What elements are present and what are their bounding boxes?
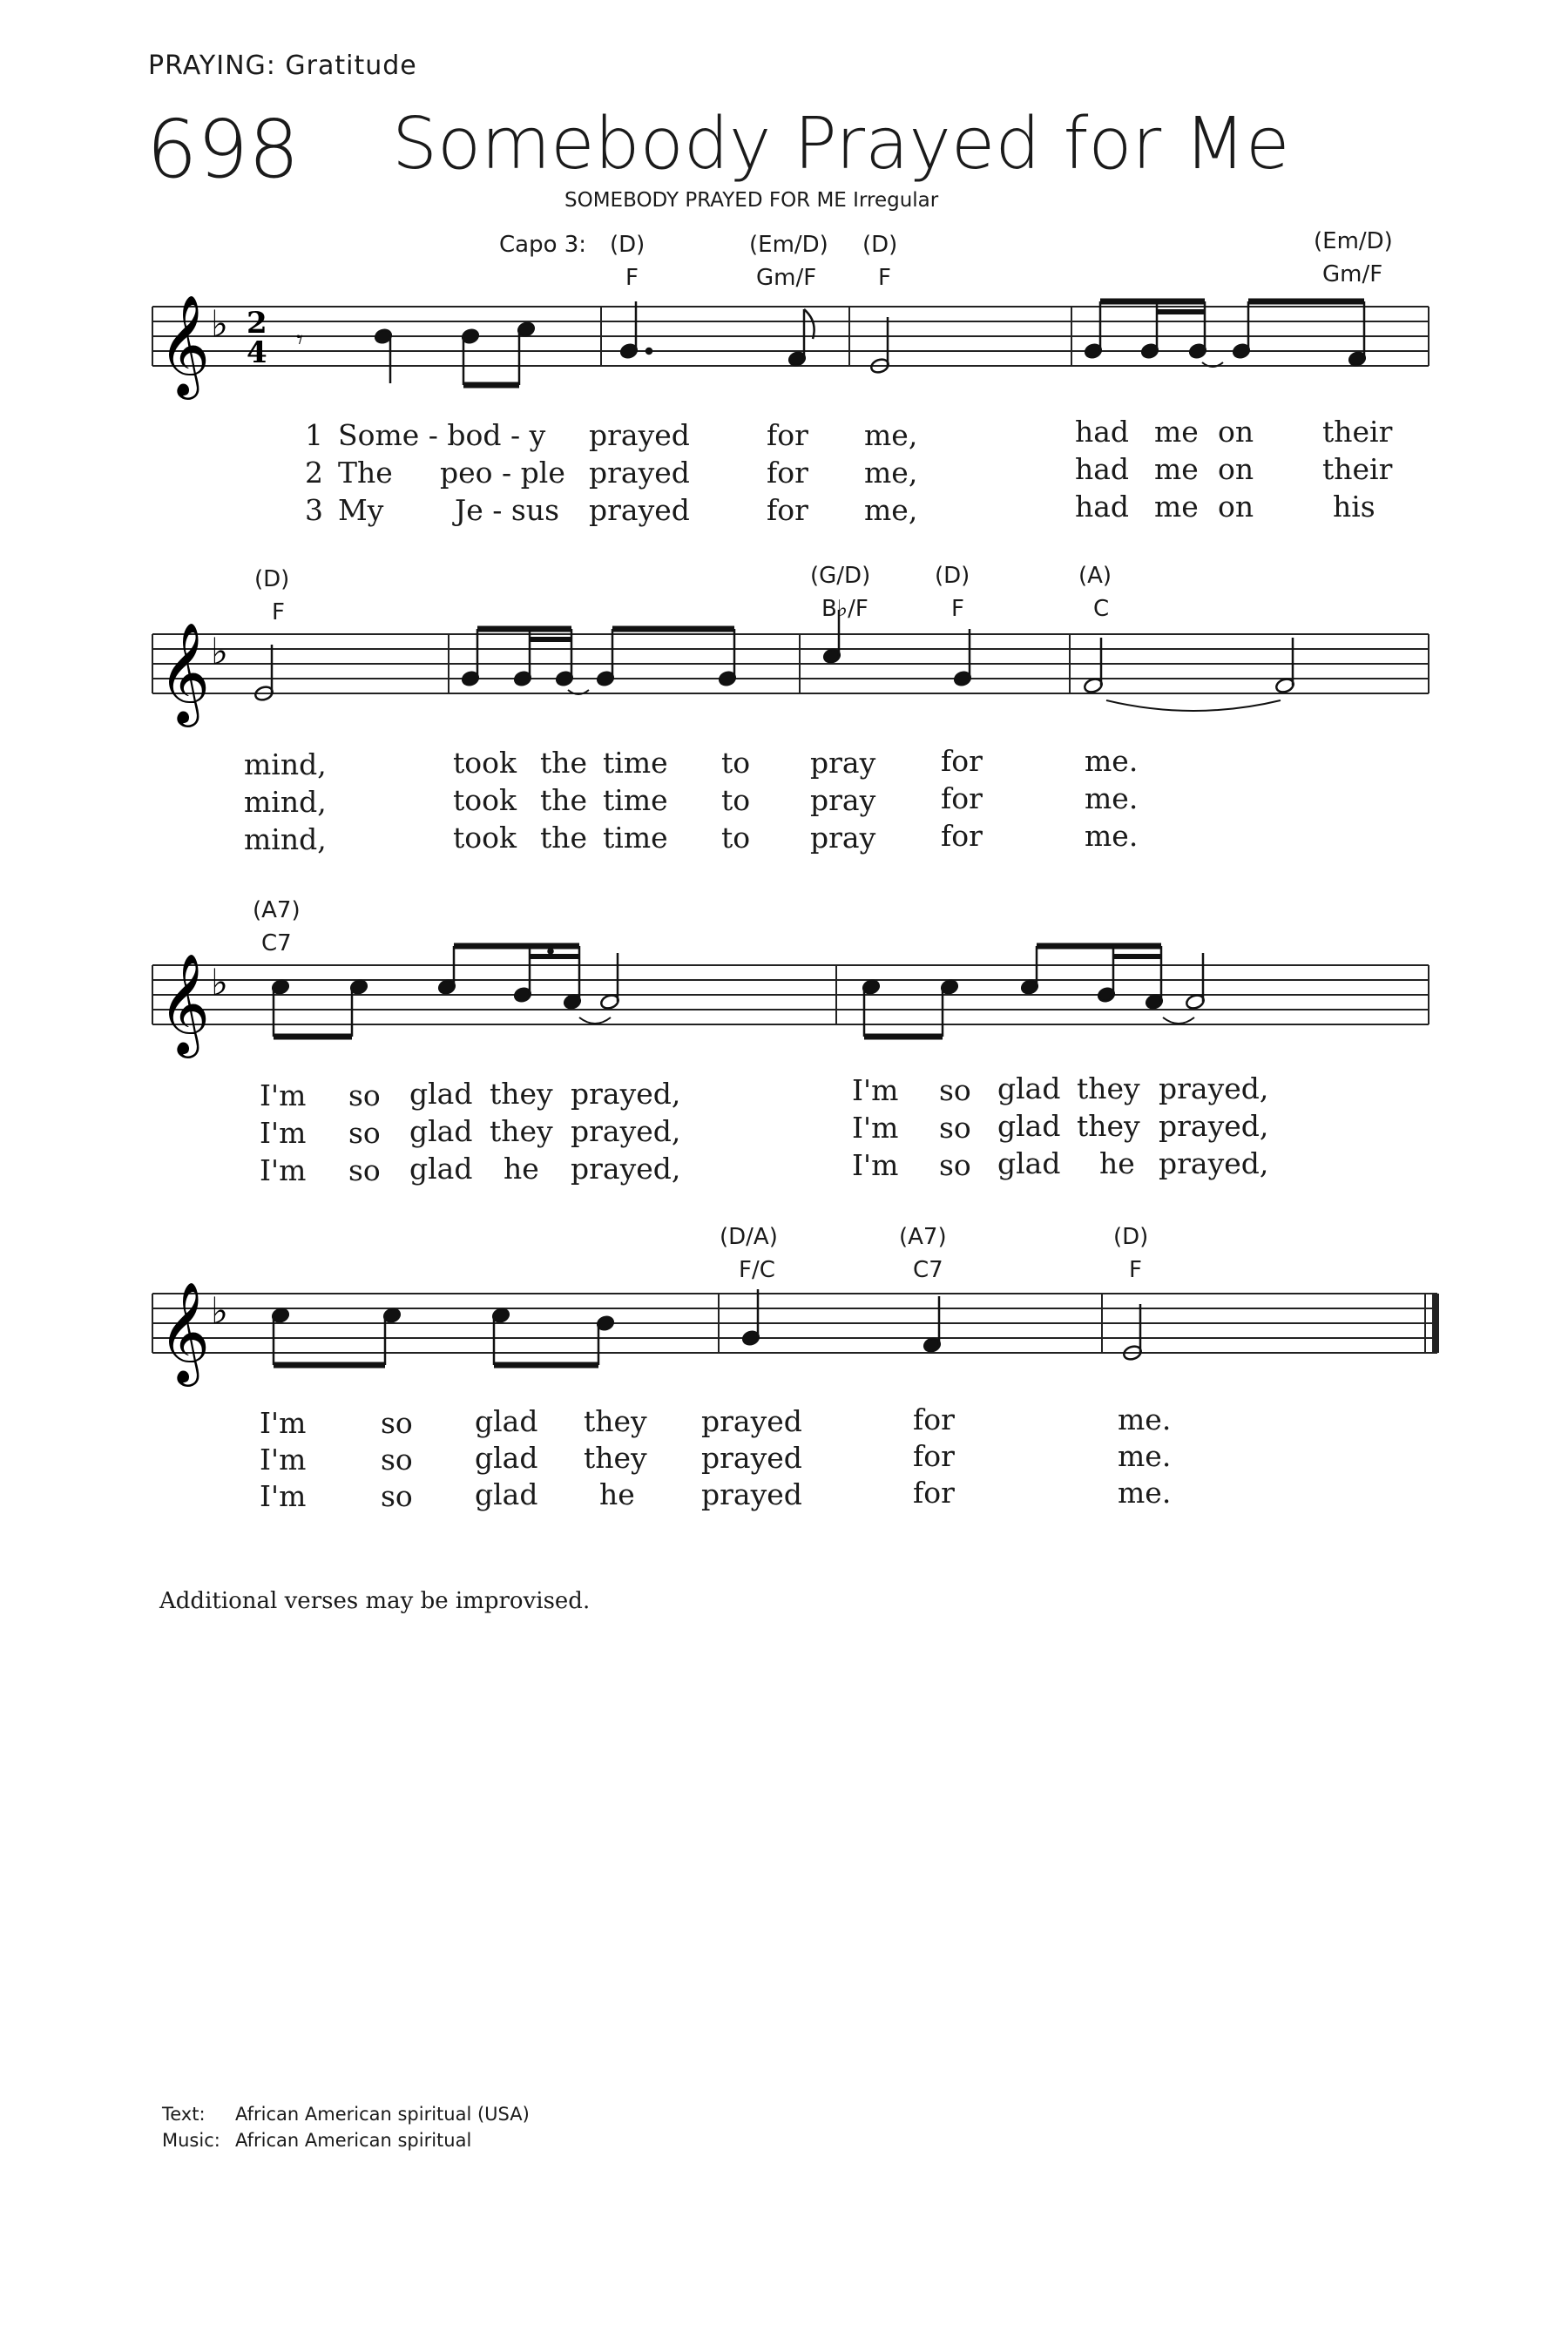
chord-capo: (G/D) — [810, 563, 871, 589]
lyric-word: glad — [997, 1109, 1061, 1143]
chord-capo: (Em/D) — [749, 232, 828, 258]
lyric-word: to — [721, 746, 751, 780]
eighth-rest-icon: 𝄾 — [296, 325, 303, 355]
lyric-word: I'm — [852, 1148, 899, 1182]
lyric-word: for — [913, 1439, 955, 1473]
lyric-word: prayed — [701, 1441, 802, 1475]
chord-capo: (D/A) — [720, 1224, 778, 1250]
lyric-word: me. — [1085, 819, 1139, 853]
chord: Gm/F — [756, 265, 817, 291]
lyric-word: for — [941, 744, 983, 778]
lyric-word: glad — [475, 1441, 538, 1475]
lyric-word: I'm — [852, 1111, 899, 1145]
lyric-word: his — [1333, 490, 1375, 524]
lyric-word: glad — [409, 1114, 473, 1148]
lyric-word: prayed — [589, 418, 690, 452]
lyric-word: they — [584, 1441, 647, 1475]
lyric-word: me. — [1118, 1439, 1172, 1473]
staff-system-4 — [152, 1294, 1437, 1353]
credit-music-value: African American spiritual — [235, 2130, 472, 2151]
lyric-word: I'm — [852, 1073, 899, 1107]
chord: F — [951, 596, 964, 622]
lyric-word: time — [603, 821, 668, 855]
chord: F — [878, 265, 891, 291]
lyric-word: their — [1322, 452, 1393, 486]
chord-capo: (Em/D) — [1314, 228, 1393, 254]
chord: Gm/F — [1322, 261, 1383, 287]
lyric-word: me, — [864, 456, 918, 490]
lyric-word: so — [348, 1116, 381, 1150]
lyric-word: me. — [1085, 744, 1139, 778]
lyric-word: I'm — [260, 1078, 307, 1112]
flat-icon: ♭ — [211, 1289, 228, 1332]
lyric-word: glad — [409, 1077, 473, 1111]
lyric-word: took — [453, 783, 517, 817]
credit-music-label: Music: — [162, 2130, 220, 2151]
hymn-number: 698 — [146, 103, 300, 196]
chord: F — [272, 599, 285, 625]
flat-icon: ♭ — [211, 630, 228, 672]
chord-capo: (A) — [1078, 563, 1112, 589]
lyric-word: so — [381, 1479, 413, 1513]
lyric-word: mind, — [244, 822, 327, 856]
lyric-word: prayed — [701, 1477, 802, 1511]
lyric-word: me — [1154, 490, 1199, 524]
lyric-word: prayed — [701, 1404, 802, 1438]
lyric-word: mind, — [244, 785, 327, 819]
chord-capo: (D) — [862, 232, 898, 258]
lyric-word: pray — [810, 783, 876, 817]
lyric-word: for — [941, 819, 983, 853]
verse-number: 3 — [305, 493, 323, 527]
lyric-word: prayed — [589, 456, 690, 490]
lyric-word: he — [504, 1152, 539, 1186]
lyric-word: glad — [409, 1152, 473, 1186]
lyric-word: time — [603, 783, 668, 817]
chord: F — [625, 265, 639, 291]
lyric-word: me. — [1118, 1476, 1172, 1510]
time-signature-top: 2 — [247, 306, 267, 341]
lyric-word: for — [767, 493, 808, 527]
lyric-word: I'm — [260, 1116, 307, 1150]
lyric-word: they — [1077, 1071, 1140, 1105]
lyric-word: had — [1075, 415, 1130, 449]
chord: C7 — [261, 930, 292, 956]
lyric-word: so — [348, 1153, 381, 1187]
lyric-word: he — [599, 1477, 635, 1511]
lyric-word: so — [381, 1406, 413, 1440]
lyric-word: I'm — [260, 1406, 307, 1440]
lyric-word: to — [721, 783, 751, 817]
chord-capo: (D) — [1113, 1224, 1149, 1250]
chord-capo: (D) — [610, 232, 645, 258]
section-heading: PRAYING: Gratitude — [148, 51, 417, 81]
chord-capo: (A7) — [253, 897, 301, 923]
lyric-word: pray — [810, 746, 876, 780]
chord-capo: (D) — [935, 563, 970, 589]
lyric-word: their — [1322, 415, 1393, 449]
lyric-word: Je - sus — [455, 493, 560, 527]
verse-number: 1 — [305, 418, 323, 452]
lyric-word: prayed, — [571, 1114, 681, 1148]
lyric-word: prayed, — [571, 1152, 681, 1186]
lyric-word: the — [540, 746, 588, 780]
lyric-word: on — [1218, 415, 1254, 449]
lyric-word: glad — [475, 1404, 538, 1438]
treble-clef-icon: 𝄞 — [159, 294, 211, 395]
lyric-word: so — [939, 1148, 971, 1182]
lyric-word: they — [584, 1404, 647, 1438]
flat-icon: ♭ — [211, 961, 228, 1004]
lyric-word: had — [1075, 490, 1130, 524]
lyric-word: glad — [997, 1146, 1061, 1180]
lyric-word: for — [913, 1476, 955, 1510]
lyric-word: the — [540, 783, 588, 817]
lyric-word: me. — [1118, 1402, 1172, 1436]
lyric-word: so — [939, 1111, 971, 1145]
lyric-word: so — [348, 1078, 381, 1112]
lyric-word: they — [490, 1114, 553, 1148]
lyric-word: glad — [475, 1477, 538, 1511]
lyric-word: the — [540, 821, 588, 855]
treble-clef-icon: 𝄞 — [159, 1281, 211, 1382]
lyric-word: peo - ple — [440, 456, 565, 490]
lyric-word: me. — [1085, 781, 1139, 815]
lyric-word: glad — [997, 1071, 1061, 1105]
credit-text-value: African American spiritual (USA) — [235, 2104, 530, 2125]
lyric-word: on — [1218, 490, 1254, 524]
lyric-word: me — [1154, 415, 1199, 449]
credit-text-label: Text: — [162, 2104, 206, 2125]
lyric-word: I'm — [260, 1443, 307, 1477]
lyric-word: I'm — [260, 1153, 307, 1187]
lyric-word: so — [939, 1073, 971, 1107]
lyric-word: for — [913, 1402, 955, 1436]
hymn-title: Somebody Prayed for Me — [392, 103, 1290, 186]
flat-icon: ♭ — [211, 302, 228, 345]
lyric-word: for — [941, 781, 983, 815]
lyric-word: on — [1218, 452, 1254, 486]
staff-system-3 — [152, 965, 1429, 1024]
chord: B♭/F — [821, 596, 868, 622]
lyric-word: The — [338, 456, 393, 490]
treble-clef-icon: 𝄞 — [159, 621, 211, 723]
tune-meter: Irregular — [853, 189, 939, 212]
lyric-word: My — [338, 493, 384, 527]
chord-capo: (A7) — [899, 1224, 947, 1250]
chord: F — [1129, 1257, 1142, 1283]
time-signature-bottom: 4 — [247, 335, 267, 370]
lyric-word: had — [1075, 452, 1130, 486]
lyric-word: took — [453, 821, 517, 855]
lyric-word: for — [767, 418, 808, 452]
staff-system-2 — [152, 634, 1429, 693]
chord-capo: (D) — [254, 566, 290, 592]
lyric-word: they — [1077, 1109, 1140, 1143]
lyric-word: they — [490, 1077, 553, 1111]
lyric-word: I'm — [260, 1479, 307, 1513]
lyric-word: he — [1099, 1146, 1135, 1180]
treble-clef-icon: 𝄞 — [159, 952, 211, 1054]
tune-name: SOMEBODY PRAYED FOR ME — [564, 189, 847, 212]
capo-label: Capo 3: — [499, 232, 587, 258]
chord: C7 — [913, 1257, 943, 1283]
verse-number: 2 — [305, 456, 323, 490]
lyric-word: mind, — [244, 747, 327, 781]
lyric-word: me, — [864, 418, 918, 452]
lyric-word: prayed, — [1159, 1071, 1269, 1105]
lyric-word: prayed — [589, 493, 690, 527]
lyric-word: me, — [864, 493, 918, 527]
chord: F/C — [739, 1257, 775, 1283]
lyric-word: prayed, — [1159, 1146, 1269, 1180]
lyric-word: Some - bod - y — [338, 418, 546, 452]
chord: C — [1093, 596, 1110, 622]
lyric-word: for — [767, 456, 808, 490]
lyric-word: pray — [810, 821, 876, 855]
lyric-word: so — [381, 1443, 413, 1477]
lyric-word: time — [603, 746, 668, 780]
lyric-word: to — [721, 821, 751, 855]
lyric-word: took — [453, 746, 517, 780]
lyric-word: prayed, — [1159, 1109, 1269, 1143]
footnote: Additional verses may be improvised. — [159, 1588, 591, 1614]
lyric-word: prayed, — [571, 1077, 681, 1111]
lyric-word: me — [1154, 452, 1199, 486]
